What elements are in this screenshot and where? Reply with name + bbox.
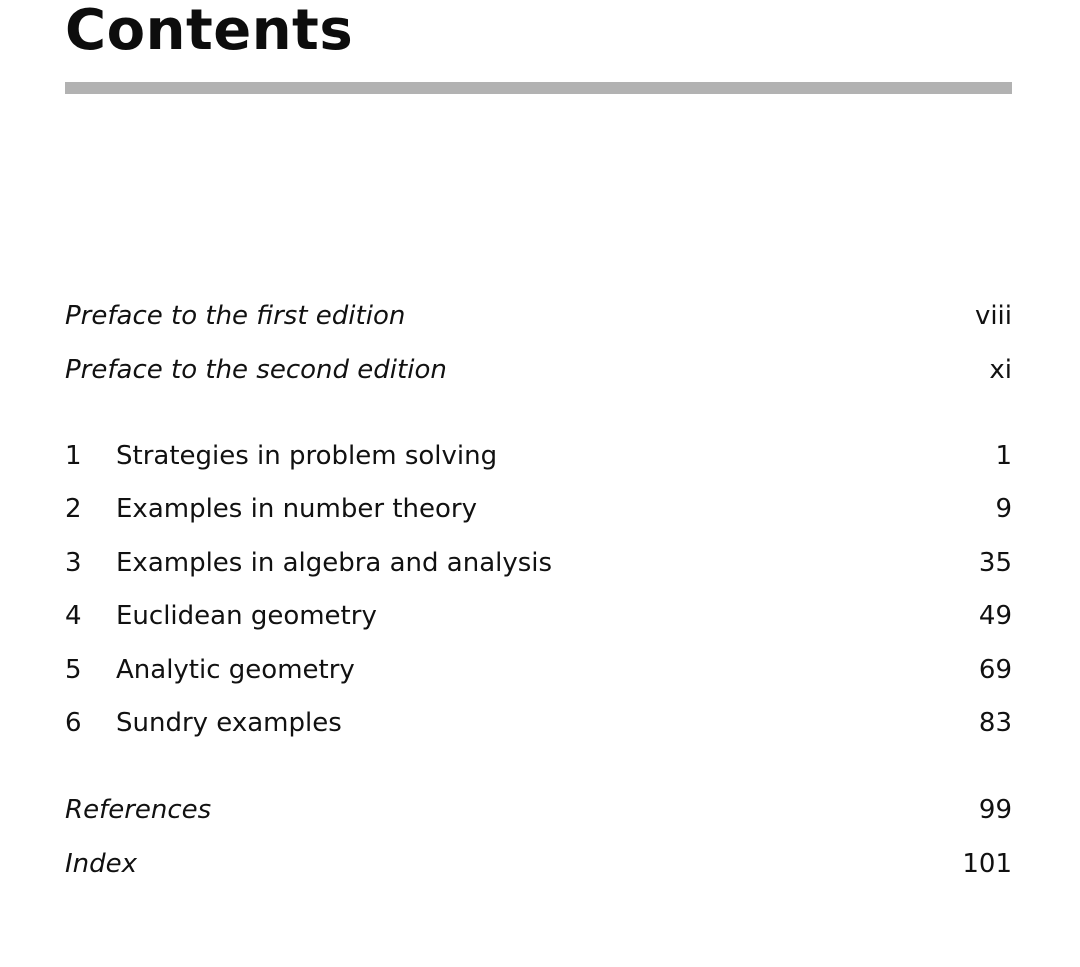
toc-entry-chapter-3[interactable]	[65, 543, 1012, 583]
title-rule	[65, 82, 1012, 94]
toc-entry-title: Analytic geometry	[116, 655, 355, 685]
toc-entry-preface-second-edition[interactable]	[65, 350, 1012, 390]
toc-entry-title: Sundry examples	[116, 708, 342, 738]
toc-entry-page-number: 101	[962, 849, 1012, 879]
toc-entry-page-number: viii	[974, 301, 1012, 331]
toc-entry-page-number: 35	[978, 548, 1012, 578]
toc-entry-title: Preface to the first edition	[65, 301, 406, 331]
toc-entry-page-number: xi	[989, 355, 1012, 385]
toc-entry-chapter-2[interactable]	[65, 489, 1012, 529]
chapter-number: 2	[65, 494, 82, 524]
chapter-number: 3	[65, 548, 82, 578]
toc-entry-page-number: 49	[978, 601, 1012, 631]
toc-entry-page-number: 69	[978, 655, 1012, 685]
toc-entry-index[interactable]	[65, 844, 1012, 884]
toc-entry-chapter-1[interactable]	[65, 436, 1012, 476]
toc-entry-references[interactable]	[65, 790, 1012, 830]
toc-entry-chapter-6[interactable]	[65, 703, 1012, 743]
toc-entry-title: Index	[65, 849, 138, 879]
toc-entry-page-number: 99	[978, 795, 1012, 825]
toc-entry-title: Euclidean geometry	[116, 601, 377, 631]
chapter-number: 6	[65, 708, 82, 738]
toc-entry-page-number: 1	[995, 441, 1012, 471]
toc-entry-chapter-5[interactable]	[65, 650, 1012, 690]
toc-entry-title: References	[65, 795, 212, 825]
chapter-number: 4	[65, 601, 82, 631]
contents-page	[65, 0, 1012, 967]
page-title: Contents	[65, 0, 354, 63]
chapter-number: 1	[65, 441, 82, 471]
toc-entry-title: Examples in number theory	[116, 494, 477, 524]
toc-entry-chapter-4[interactable]	[65, 596, 1012, 636]
toc-entry-title: Examples in algebra and analysis	[116, 548, 553, 578]
chapter-number: 5	[65, 655, 82, 685]
toc-entry-preface-first-edition[interactable]	[65, 296, 1012, 336]
toc-entry-title: Strategies in problem solving	[116, 441, 498, 471]
toc-entry-page-number: 9	[995, 494, 1012, 524]
toc-entry-page-number: 83	[978, 708, 1012, 738]
toc-entry-title: Preface to the second edition	[65, 355, 447, 385]
